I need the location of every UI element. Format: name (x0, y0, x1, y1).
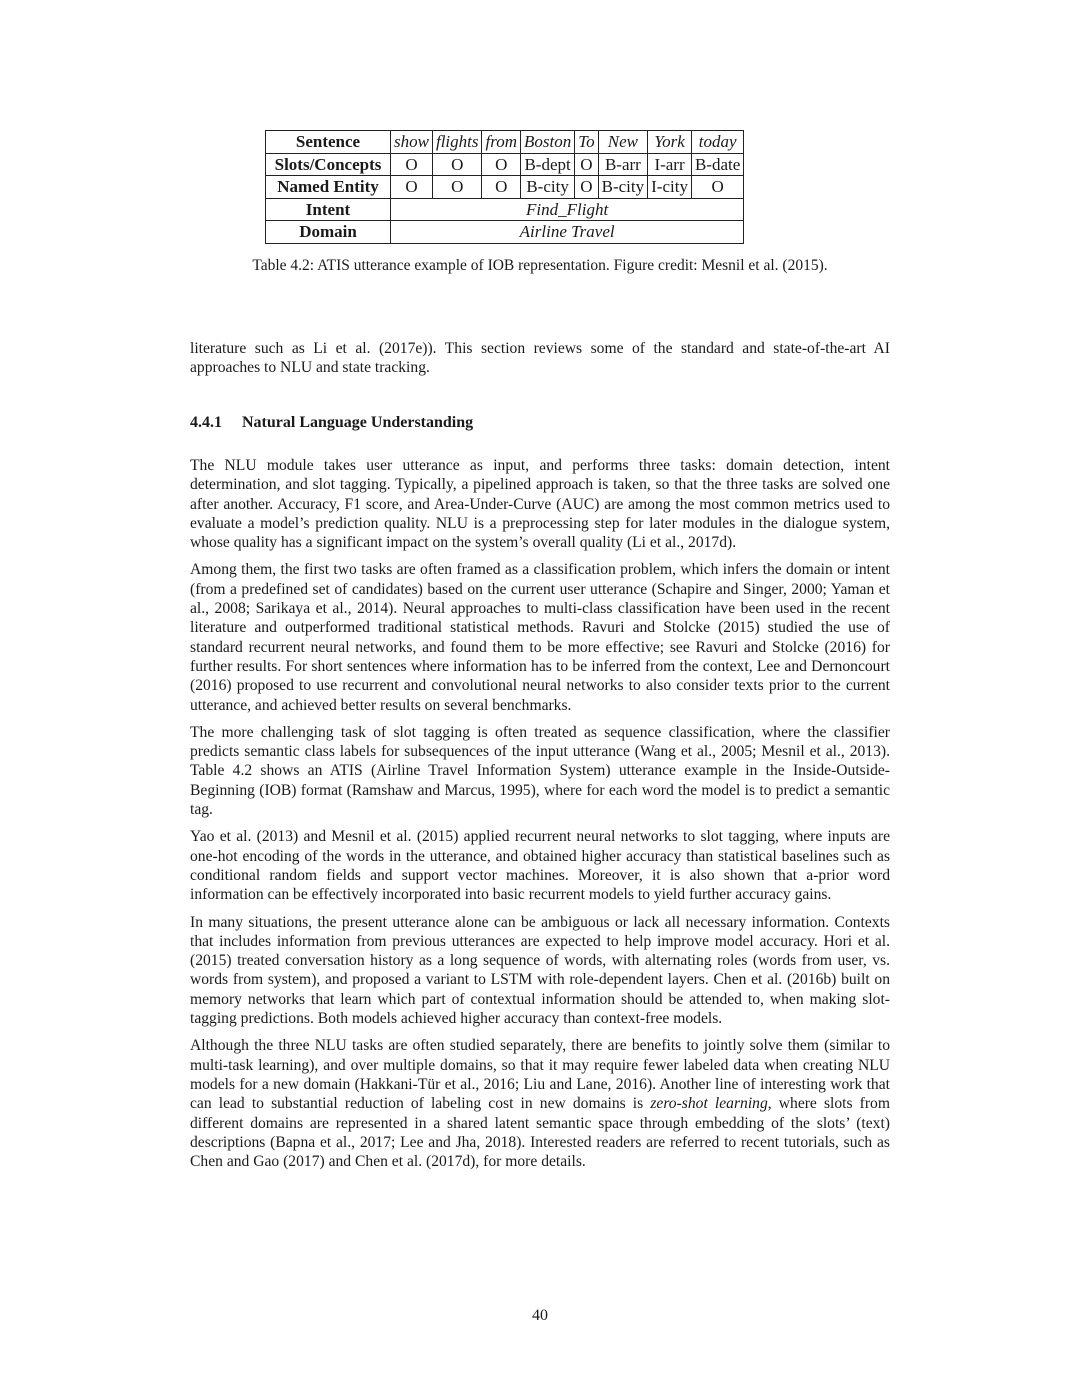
table-cell: O (482, 176, 521, 199)
table-cell: today (691, 131, 743, 154)
table-cell: B-city (598, 176, 648, 199)
table-row-slots (266, 153, 744, 176)
paragraph: literature such as Li et al. (2017e)). This section reviews some of the standard and state-of-the-art AI approaches to NLU and state tracking. (190, 340, 890, 377)
table-cell: show (391, 131, 433, 154)
table-cell: flights (432, 131, 482, 154)
table-cell: Boston (520, 131, 574, 154)
paragraph: In many situations, the present utterance alone can be ambiguous or lack all necessary information. Contexts that includes information from previous utterances are expected to help improve model accuracy. Hori et al. (2015) treated conversation history as a long sequence of words, with alternating roles (words from user, vs. words from system), and proposed a variant to LSTM with role-dependent layers. Chen et al. (2016b) built on memory networks that learn which part of contextual information should be attended to, when making slot-tagging predictions. Both models achieved higher accuracy than context-free models. (190, 913, 890, 1028)
paragraph: Yao et al. (2013) and Mesnil et al. (2015) applied recurrent neural networks to slot tagging, where inputs are one-hot encoding of the words in the utterance, and obtained higher accuracy than statistical baselines such as conditional random fields and support vector machines. Moreover, it is also shown that a-prior word information can be effectively incorporated into basic recurrent models to yield further accuracy gains. (190, 828, 890, 904)
section-number: 4.4.1 (190, 414, 222, 431)
paragraph: Among them, the first two tasks are often framed as a classification problem, which infers the domain or intent (from a predefined set of candidates) based on the current user utterance (Schapire and Singer, 2000; Yaman et al., 2008; Sarikaya et al., 2014). Neural approaches to multi-class classification have been used in the recent literature and outperformed traditional statistical methods. Ravuri and Stolcke (2015) studied the use of standard recurrent neural networks, and found them to be more effective; see Ravuri and Stolcke (2016) for further results. For short sentences where information has to be inferred from the context, Lee and Dernoncourt (2016) proposed to use recurrent and convolutional neural networks to also consider texts prior to the current utterance, and achieved better results on several benchmarks. (190, 561, 890, 714)
intro-paragraph (190, 339, 890, 386)
text: Although the three NLU tasks are often studied separately, there are benefits to jointly solve them (similar to multi-task learning), and over multiple domains, so that it may require fewer labeled data when creating NLU models for a new domain (Hakkani-Tür et al., 2016; Liu and Lane, 2016). Another line of interesting work that can lead to substantial reduction of labeling cost in new domains is (190, 1037, 890, 1113)
paragraph (190, 1036, 890, 1171)
row-header: Intent (266, 198, 391, 221)
table-cell: from (482, 131, 521, 154)
table-cell: B-dept (520, 153, 574, 176)
table-cell: I-arr (648, 153, 692, 176)
table-cell: O (575, 153, 598, 176)
table-cell: O (391, 153, 433, 176)
table-cell: O (432, 153, 482, 176)
paragraph: The NLU module takes user utterance as input, and performs three tasks: domain detection, intent determination, and slot tagging. Typically, a pipelined approach is taken, so that the three tasks are solved one after another. Accuracy, F1 score, and Area-Under-Curve (AUC) are among the most common metrics used to evaluate a model’s prediction quality. NLU is a preprocessing step for later modules in the dialogue system, whose quality has a significant impact on the system’s overall quality (Li et al., 2017d). (190, 457, 890, 552)
table-cell: O (391, 176, 433, 199)
row-header: Domain (266, 221, 391, 244)
table-cell: O (482, 153, 521, 176)
table-cell: O (691, 176, 743, 199)
table-cell: To (575, 131, 598, 154)
table-row-domain (266, 221, 744, 244)
table-row-named-entity (266, 176, 744, 199)
table-row-sentence (266, 131, 744, 154)
table-caption: Table 4.2: ATIS utterance example of IOB representation. Figure credit: Mesnil et al. (2015). (252, 257, 828, 274)
table-cell: O (432, 176, 482, 199)
table-cell: B-arr (598, 153, 648, 176)
table-cell: B-city (520, 176, 574, 199)
table-cell: York (648, 131, 692, 154)
table-cell: O (575, 176, 598, 199)
text: , where slots from different domains are represented in a shared latent semantic space through embedding of the slots’ (text) descriptions (Bapna et al., 2017; Lee and Jha, 2018). Interested readers are referred to recent tutorials, such as Chen and Gao (2017) and Chen et al. (2017d), for more details. (190, 1095, 890, 1171)
domain-value: Airline Travel (391, 221, 744, 244)
paragraph: The more challenging task of slot tagging is often treated as sequence classification, where the classifier predicts semantic class labels for subsequences of the input utterance (Wang et al., 2005; Mesnil et al., 2013). Table 4.2 shows an ATIS (Airline Travel Information System) utterance example in the Inside-Outside-Beginning (IOB) format (Ramshaw and Marcus, 1995), where for each word the model is to predict a semantic tag. (190, 723, 890, 819)
section-title: Natural Language Understanding (242, 414, 474, 431)
table-row-intent (266, 198, 744, 221)
row-header: Slots/Concepts (266, 153, 391, 176)
table-cell: New (598, 131, 648, 154)
emphasis-text: zero-shot learning (650, 1095, 768, 1113)
iob-example-table (265, 130, 744, 244)
table-cell: B-date (691, 153, 743, 176)
page-number: 40 (532, 1307, 548, 1324)
body-text (190, 456, 890, 1179)
row-header: Named Entity (266, 176, 391, 199)
table-cell: I-city (648, 176, 692, 199)
section-heading (190, 414, 473, 432)
row-header: Sentence (266, 131, 391, 154)
intent-value: Find_Flight (391, 198, 744, 221)
